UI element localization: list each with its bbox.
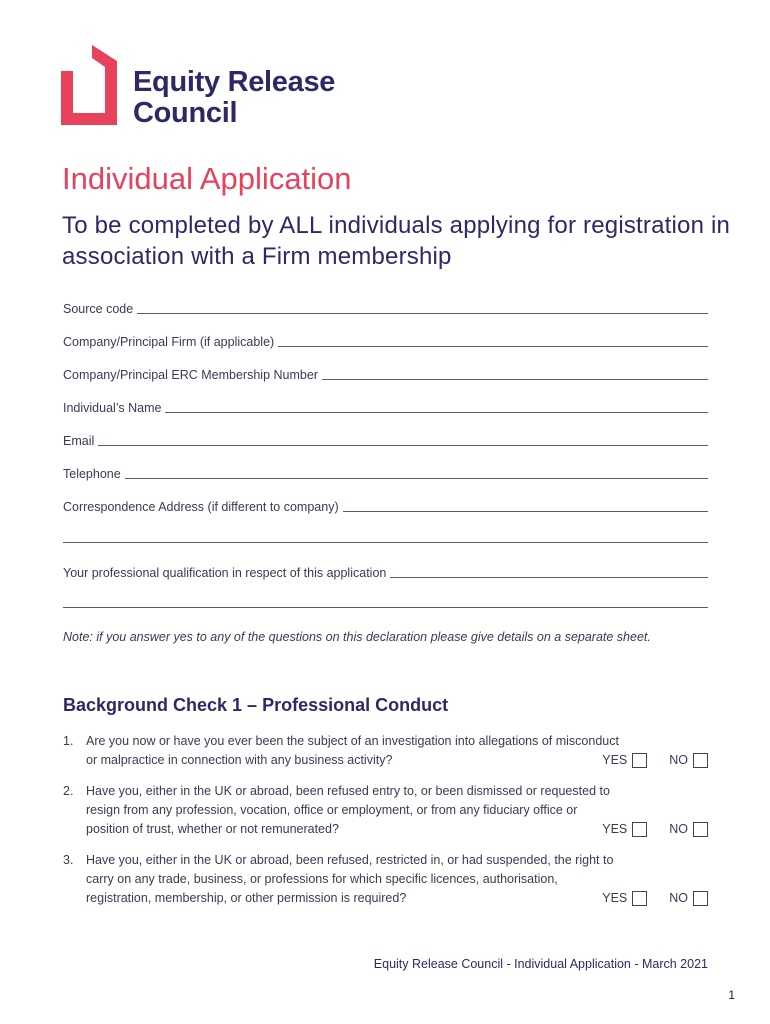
page-subtitle: To be completed by ALL individuals applying for registration in association with a Firm membership — [62, 212, 731, 270]
house-logo-icon — [61, 45, 123, 125]
question-1-number: 1. — [63, 734, 74, 748]
yes-label: YES — [602, 753, 628, 767]
question-1-no-checkbox[interactable] — [693, 753, 708, 768]
individual-name-field[interactable] — [63, 395, 708, 415]
telephone-line[interactable] — [125, 478, 708, 479]
membership-number-field[interactable] — [63, 362, 708, 382]
individual-name-line[interactable] — [165, 412, 708, 413]
logo-line-2: Council — [133, 97, 238, 129]
individual-name-label: Individual’s Name — [63, 401, 162, 415]
question-1 — [63, 732, 713, 770]
page-number: 1 — [728, 988, 735, 1002]
question-1-yes-checkbox[interactable] — [632, 753, 647, 768]
company-firm-field[interactable] — [63, 329, 708, 349]
question-2-no-checkbox[interactable] — [693, 822, 708, 837]
yes-label: YES — [602, 822, 628, 836]
page-title: Individual Application — [62, 161, 352, 196]
declaration-note: Note: if you answer yes to any of the questions on this declaration please give details on a separate sheet. — [63, 630, 651, 644]
company-firm-line[interactable] — [278, 346, 708, 347]
question-1-answers — [602, 751, 708, 770]
question-3-yes-checkbox[interactable] — [632, 891, 647, 906]
telephone-label: Telephone — [63, 467, 121, 481]
correspondence-address-field[interactable] — [63, 494, 708, 514]
qualification-label: Your professional qualification in respect of this application — [63, 566, 387, 580]
email-label: Email — [63, 434, 95, 448]
qualification-field[interactable] — [63, 560, 708, 580]
question-2-yes-checkbox[interactable] — [632, 822, 647, 837]
email-line[interactable] — [98, 445, 708, 446]
correspondence-address-line-2[interactable] — [63, 542, 708, 543]
question-2-number: 2. — [63, 784, 74, 798]
question-3 — [63, 851, 713, 908]
qualification-line-2[interactable] — [63, 607, 708, 608]
source-code-field[interactable] — [63, 296, 708, 316]
question-3-answers — [602, 889, 708, 908]
erc-logo — [61, 45, 381, 127]
source-code-label: Source code — [63, 302, 134, 316]
source-code-line[interactable] — [137, 313, 708, 314]
membership-number-label: Company/Principal ERC Membership Number — [63, 368, 318, 382]
logo-line-1: Equity Release — [133, 66, 336, 98]
question-2-text: Have you, either in the UK or abroad, been refused entry to, or been dismissed or requested to resign from any profession, vocation, office or employment, or from any fiduciary office or position of trust, whether or not remunerated? — [86, 784, 610, 836]
page-footer: Equity Release Council - Individual Application - March 2021 — [373, 957, 708, 971]
no-label: NO — [669, 753, 688, 767]
correspondence-address-label: Correspondence Address (if different to company) — [63, 500, 339, 514]
no-label: NO — [669, 891, 688, 905]
question-3-no-checkbox[interactable] — [693, 891, 708, 906]
no-label: NO — [669, 822, 688, 836]
question-2-answers — [602, 820, 708, 839]
membership-number-line[interactable] — [322, 379, 708, 380]
company-firm-label: Company/Principal Firm (if applicable) — [63, 335, 275, 349]
email-field[interactable] — [63, 428, 708, 448]
question-3-text: Have you, either in the UK or abroad, been refused, restricted in, or had suspended, the right to carry on any trade, business, or professions for which specific licences, authorisation, registration, membership, or other permission is required? — [86, 853, 614, 905]
qualification-line[interactable] — [390, 577, 708, 578]
yes-label: YES — [602, 891, 628, 905]
telephone-field[interactable] — [63, 461, 708, 481]
question-1-text: Are you now or have you ever been the subject of an investigation into allegations of misconduct or malpractice in connection with any business activity? — [86, 734, 619, 767]
section-title: Background Check 1 – Professional Conduct — [63, 695, 449, 715]
logo-wordmark — [133, 67, 335, 129]
question-2 — [63, 782, 713, 839]
correspondence-address-line[interactable] — [343, 511, 708, 512]
question-3-number: 3. — [63, 853, 74, 867]
